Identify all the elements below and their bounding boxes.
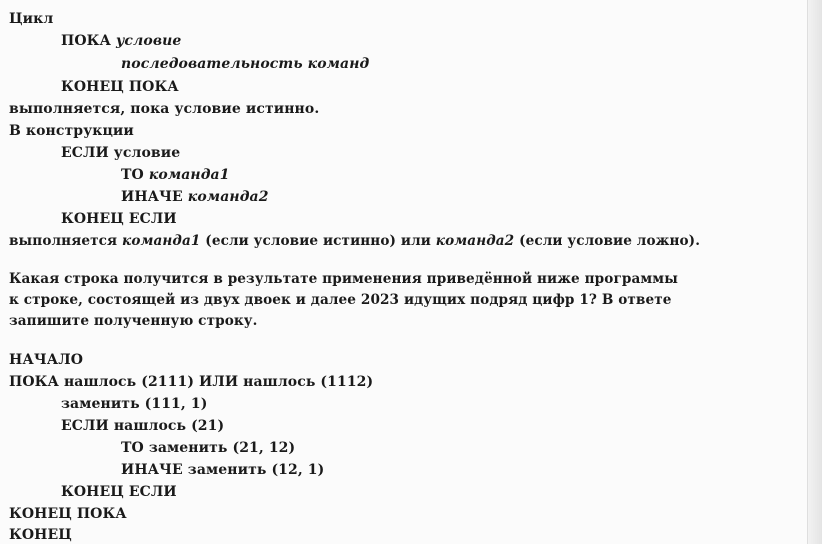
program-while-keyword: ПОКА bbox=[9, 374, 59, 390]
program-end-if: КОНЕЦ ЕСЛИ bbox=[61, 484, 177, 500]
if-description bbox=[9, 232, 700, 250]
program-while-cond-1: нашлось (2111) bbox=[63, 374, 195, 390]
if-desc-part1: выполняется bbox=[9, 233, 118, 249]
if-intro: В конструкции bbox=[9, 123, 134, 139]
loop-while-line bbox=[61, 32, 181, 50]
program-while-line bbox=[9, 373, 373, 391]
program-then-line bbox=[121, 439, 295, 457]
program-else-command: заменить (12, 1) bbox=[187, 462, 325, 478]
task-line-1: Какая строка получится в результате применения приведённой ниже программы bbox=[9, 271, 678, 287]
task-line-3: запишите полученную строку. bbox=[9, 313, 258, 329]
if-desc-command1: команда1 bbox=[122, 233, 201, 249]
program-if-keyword: ЕСЛИ bbox=[61, 418, 109, 434]
if-else-keyword: ИНАЧЕ bbox=[121, 189, 183, 205]
program-if-line bbox=[61, 417, 224, 435]
program-while-cond-2: нашлось (1112) bbox=[243, 374, 374, 390]
program-if-condition: нашлось (21) bbox=[113, 418, 225, 434]
page-edge bbox=[807, 0, 822, 544]
loop-commands: последовательность команд bbox=[121, 56, 370, 72]
if-line: ЕСЛИ условие bbox=[61, 145, 181, 161]
program-else-keyword: ИНАЧЕ bbox=[121, 462, 183, 478]
if-else-line bbox=[121, 188, 269, 206]
task-line-2: к строке, состоящей из двух двоек и далее 2023 идущих подряд цифр 1? В ответе bbox=[9, 292, 672, 308]
program-replace-1: заменить (111, 1) bbox=[61, 396, 208, 412]
loop-end: КОНЕЦ ПОКА bbox=[61, 79, 179, 95]
program-else-line bbox=[121, 461, 324, 479]
if-then-line bbox=[121, 166, 230, 184]
if-desc-part3: (если условие ложно). bbox=[519, 233, 701, 249]
if-desc-command2: команда2 bbox=[435, 233, 515, 249]
if-then-command: команда1 bbox=[148, 167, 230, 183]
program-then-keyword: ТО bbox=[121, 440, 144, 456]
if-then-keyword: ТО bbox=[121, 167, 144, 183]
program-while-or: ИЛИ bbox=[199, 374, 239, 390]
program-end: КОНЕЦ bbox=[9, 527, 72, 543]
if-end: КОНЕЦ ЕСЛИ bbox=[61, 211, 177, 227]
program-end-while: КОНЕЦ ПОКА bbox=[9, 506, 127, 522]
loop-condition: условие bbox=[115, 33, 182, 49]
if-else-command: команда2 bbox=[187, 189, 269, 205]
program-then-command: заменить (21, 12) bbox=[148, 440, 296, 456]
program-begin: НАЧАЛО bbox=[9, 352, 83, 368]
loop-description: выполняется, пока условие истинно. bbox=[9, 101, 320, 117]
if-desc-part2: (если условие истинно) или bbox=[205, 233, 431, 249]
loop-while-keyword: ПОКА bbox=[61, 33, 111, 49]
loop-title: Цикл bbox=[9, 11, 54, 27]
